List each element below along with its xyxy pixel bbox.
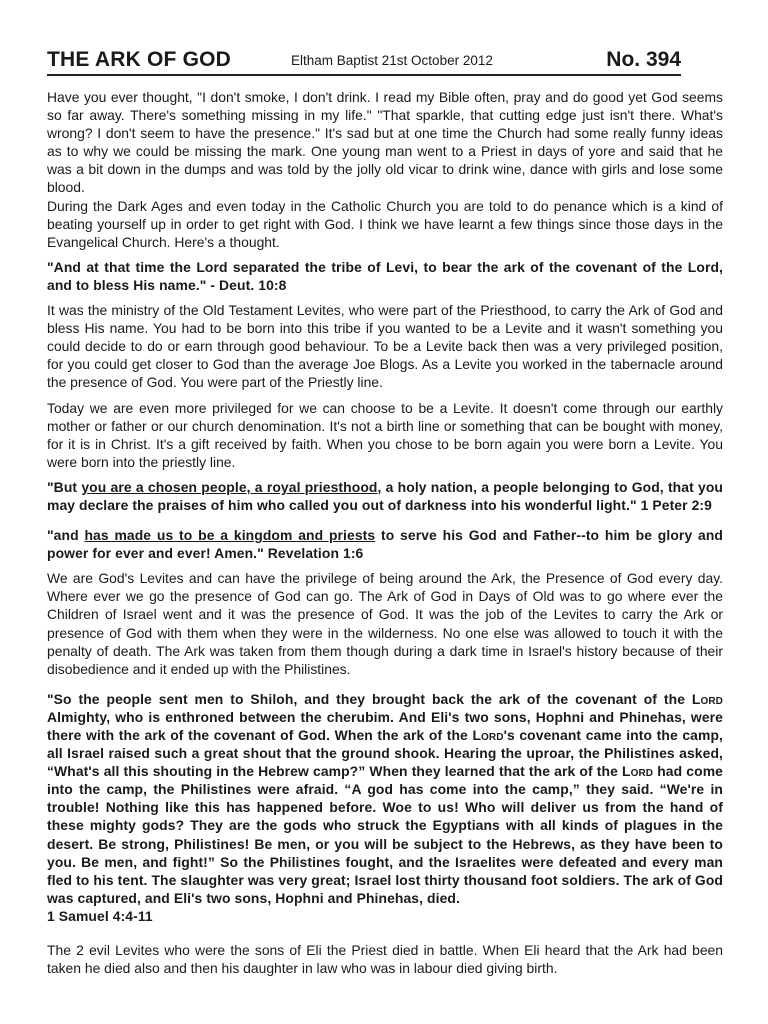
quote-1-samuel: "So the people sent men to Shiloh, and they brought back the ark of the covenant of the Lord Almighty, who is enthroned between the cherubim. And Eli's two sons, Hophni and Phinehas, were there with the ark of the covenant of God. When the ark of the Lord's covenant came into the camp, all Israel raised such a great shout that the ground shook. Hearing the uproar, the Philistines asked, “What's all this shouting in the Hebrew camp?” When they learned that the ark of the Lord had come into the camp, the Philistines were afraid. “A god has come into the camp,” they said. “We're in trouble! Nothing like this has happened before. Woe to us! Who will deliver us from the hand of these mighty gods? They are the gods who struck the Egyptians with all kinds of plagues in the desert. Be strong, Philistines! Be men, or you will be subject to the Hebrews, as they have been to you. Be men, and fight!” So the Philistines fought, and the Israelites were defeated and every man fled to his tent. The slaughter was very great; Israel lost thirty thousand foot soldiers. The ark of God was captured, and Eli's two sons, Hophni and Phinehas, died.: [47, 690, 723, 906]
paragraph-privileged: Today we are even more privileged for we can choose to be a Levite. It doesn't come through our earthly mother or father or our church denomination. It's not a birth line or something that can be bought with money, for it is in Christ. It's a gift received by faith. When you chose to be born again you were born a Levite. You were born into the priestly line.: [47, 399, 723, 470]
quote-1-samuel-reference: 1 Samuel 4:4-11: [47, 907, 153, 924]
church-date-subtitle: Eltham Baptist 21st October 2012: [291, 53, 493, 68]
paragraph-dark-ages: During the Dark Ages and even today in the Catholic Church you are told to do penance which is a kind of beating yourself up in order to get right with God. I think we have learnt a few things since those days in the Evangelical Church. Here's a thought.: [47, 197, 723, 250]
document-header: [47, 48, 681, 76]
quote-revelation: "and has made us to be a kingdom and priests to serve his God and Father--to him be glory and power for ever and ever! Amen." Revelation 1:6: [47, 527, 724, 562]
paragraph-levites: It was the ministry of the Old Testament Levites, who were part of the Priesthood, to carry the Ark of God and bless His name. You had to be born into this tribe if you wanted to be a Levite and it wasn't something you could decide to do or earn through good behaviour. To be a Levite back then was a very privileged position, for you could get closer to God than the average Joe Blogs. As a Levite you worked in the tabernacle around the presence of God. You were part of the Priestly line.: [47, 302, 723, 391]
paragraph-intro: Have you ever thought, "I don't smoke, I don't drink. I read my Bible often, pray and do good yet God seems so far away. There's something missing in my life." "That sparkle, that cutting edge just isn't there. What's wrong? I don't seem to have the presence." It's sad but at one time the Church had some really funny ideas as to why we could be missing the mark. One young man went to a Priest in days of yore and said that he was a bit down in the dumps and was told by the jolly old vicar to drink wine, dance with girls and lose some blood.: [47, 89, 723, 196]
paragraph-evil-levites: The 2 evil Levites who were the sons of Eli the Priest died in battle. When Eli heard that the Ark had been taken he died also and then his daughter in law who was in labour died giving birth.: [47, 942, 723, 977]
document-body: [47, 88, 723, 977]
quote-deuteronomy: "And at that time the Lord separated the tribe of Levi, to bear the ark of the covenant of the Lord, and to bless His name." - Deut. 10:8: [47, 258, 723, 293]
issue-number: No. 394: [606, 48, 681, 71]
paragraph-gods-levites: We are God's Levites and can have the privilege of being around the Ark, the Presence of God every day. Where ever we go the presence of God can go. The Ark of God in Days of Old was to go where ever the Children of Israel went and it was the presence of God. It was the job of the Levites to carry the Ark or presence of God with them when they were in the wilderness. No one else was allowed to touch it with the penalty of death. The Ark was taken from them though during a dark time in Israel's history because of their disobedience and it ended up with the Philistines.: [47, 570, 723, 677]
page-title: THE ARK OF GOD: [47, 48, 232, 71]
quote-1-peter: "But you are a chosen people, a royal priesthood, a holy nation, a people belonging to God, that you may declare the praises of him who called you out of darkness into his wonderful light." 1 Peter 2:9: [47, 478, 724, 513]
